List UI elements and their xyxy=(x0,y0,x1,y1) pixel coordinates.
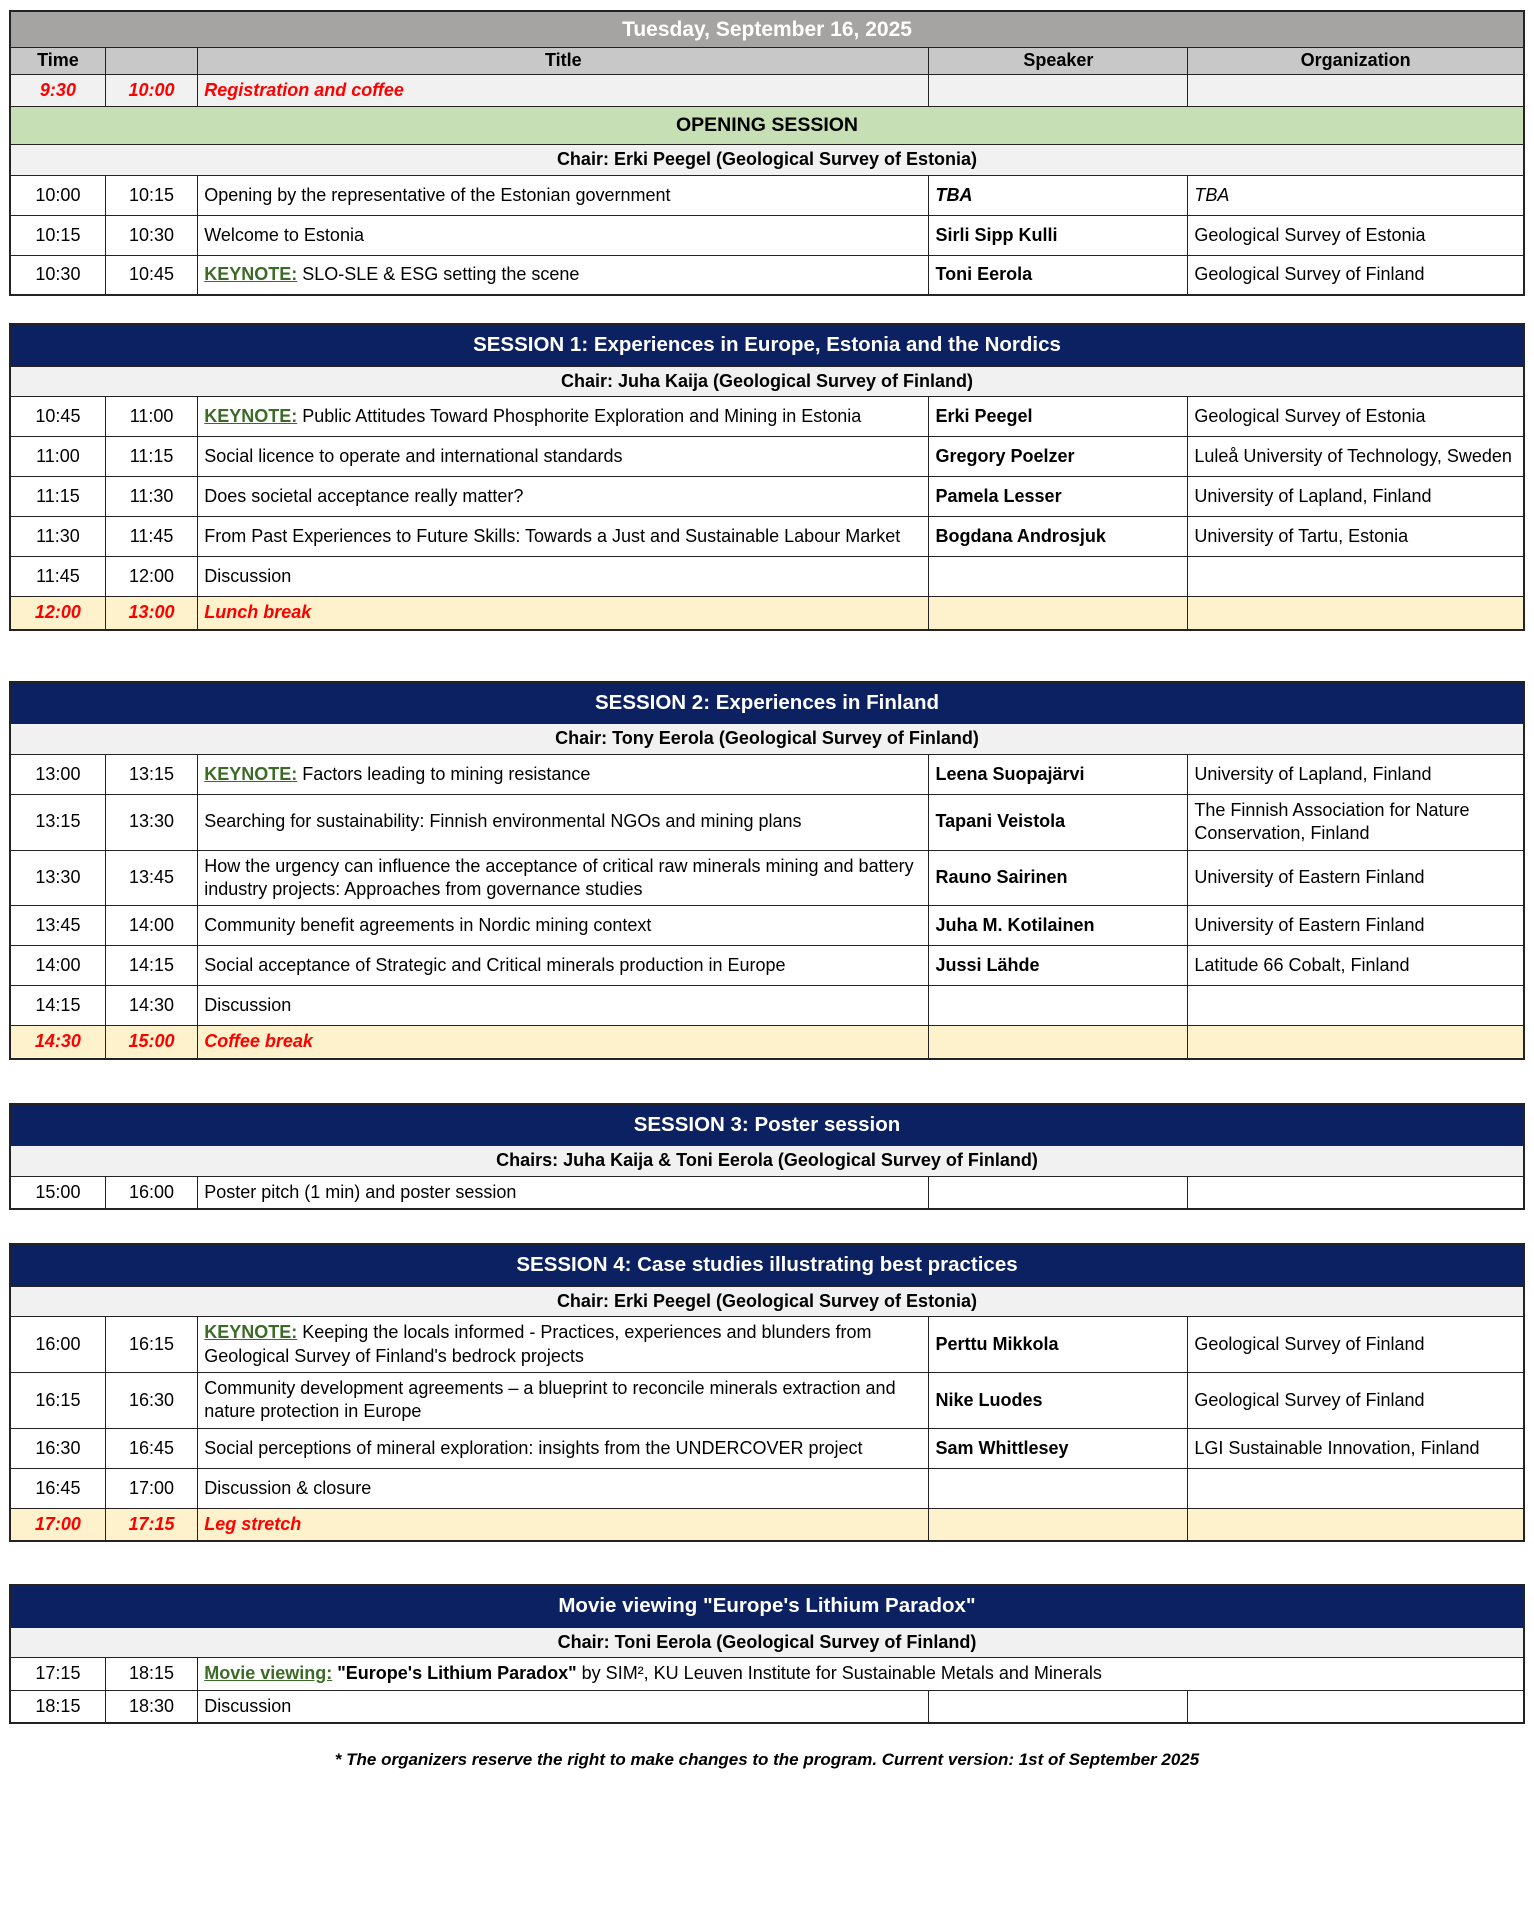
time-start-cell: 17:00 xyxy=(10,1508,105,1541)
time-start-cell: 17:15 xyxy=(10,1658,105,1690)
event-title-cell: Poster pitch (1 min) and poster session xyxy=(198,1176,929,1209)
keynote-label: KEYNOTE: xyxy=(204,264,298,285)
speaker-cell xyxy=(929,1026,1188,1059)
time-start-cell: 14:00 xyxy=(10,946,105,986)
column-header-organization: Organization xyxy=(1188,48,1524,74)
time-start-cell: 11:15 xyxy=(10,477,105,517)
organization-cell xyxy=(1188,74,1524,106)
program-row xyxy=(10,1317,1524,1373)
break-title-cell: Leg stretch xyxy=(198,1508,929,1541)
speaker-cell: Sirli Sipp Kulli xyxy=(929,215,1188,255)
time-end-cell: 15:00 xyxy=(105,1026,197,1059)
event-title-cell: Social acceptance of Strategic and Critical minerals production in Europe xyxy=(198,946,929,986)
keynote-label: KEYNOTE: xyxy=(204,1322,298,1343)
organization-cell xyxy=(1188,986,1524,1026)
organization-cell: TBA xyxy=(1188,175,1524,215)
speaker-cell: Leena Suopajärvi xyxy=(929,754,1188,794)
program-row xyxy=(10,255,1524,295)
event-title-cell: KEYNOTE: Public Attitudes Toward Phosphorite Exploration and Mining in Estonia xyxy=(198,397,929,437)
program-row xyxy=(10,437,1524,477)
speaker-cell: Jussi Lähde xyxy=(929,946,1188,986)
organization-cell xyxy=(1188,1690,1524,1723)
time-end-cell: 11:15 xyxy=(105,437,197,477)
program-row xyxy=(10,906,1524,946)
time-end-cell: 18:15 xyxy=(105,1658,197,1690)
event-title-cell: Discussion xyxy=(198,1690,929,1723)
organization-cell: University of Eastern Finland xyxy=(1188,850,1524,906)
time-start-cell: 12:00 xyxy=(10,597,105,630)
session-banner: SESSION 4: Case studies illustrating best practices xyxy=(10,1244,1524,1286)
organization-cell: Luleå University of Technology, Sweden xyxy=(1188,437,1524,477)
organization-cell: University of Lapland, Finland xyxy=(1188,754,1524,794)
chair-row xyxy=(10,1146,1524,1176)
speaker-cell xyxy=(929,1690,1188,1723)
program-row xyxy=(10,557,1524,597)
time-start-cell: 11:30 xyxy=(10,517,105,557)
banner-row xyxy=(10,1244,1524,1286)
organization-cell: Geological Survey of Estonia xyxy=(1188,397,1524,437)
program-row xyxy=(10,397,1524,437)
event-title-cell: Searching for sustainability: Finnish environmental NGOs and mining plans xyxy=(198,794,929,850)
time-start-cell: 16:30 xyxy=(10,1428,105,1468)
session-banner: SESSION 3: Poster session xyxy=(10,1104,1524,1146)
day-banner: Tuesday, September 16, 2025 xyxy=(10,11,1524,48)
speaker-cell: Sam Whittlesey xyxy=(929,1428,1188,1468)
event-title-cell: Movie viewing: "Europe's Lithium Paradox" by SIM², KU Leuven Institute for Sustainable Metals and Minerals xyxy=(198,1658,1524,1690)
organization-cell: Geological Survey of Estonia xyxy=(1188,215,1524,255)
column-header-spacer xyxy=(105,48,197,74)
program-row xyxy=(10,477,1524,517)
banner-row xyxy=(10,682,1524,724)
organization-cell: Latitude 66 Cobalt, Finland xyxy=(1188,946,1524,986)
session-banner: SESSION 2: Experiences in Finland xyxy=(10,682,1524,724)
program-row xyxy=(10,794,1524,850)
chair-cell: Chairs: Juha Kaija & Toni Eerola (Geological Survey of Finland) xyxy=(10,1146,1524,1176)
chair-row xyxy=(10,145,1524,175)
column-header-time: Time xyxy=(10,48,105,74)
chair-row xyxy=(10,1286,1524,1316)
footer-note: * The organizers reserve the right to make changes to the program. Current version: 1st of September 2025 xyxy=(334,1749,1200,1769)
event-title-cell: Discussion & closure xyxy=(198,1468,929,1508)
time-end-cell: 14:30 xyxy=(105,986,197,1026)
time-end-cell: 18:30 xyxy=(105,1690,197,1723)
time-end-cell: 13:30 xyxy=(105,794,197,850)
time-start-cell: 13:45 xyxy=(10,906,105,946)
time-end-cell: 10:00 xyxy=(105,74,197,106)
organization-cell: LGI Sustainable Innovation, Finland xyxy=(1188,1428,1524,1468)
speaker-cell xyxy=(929,74,1188,106)
time-end-cell: 16:45 xyxy=(105,1428,197,1468)
organization-cell xyxy=(1188,557,1524,597)
section-session-1 xyxy=(9,323,1525,630)
organization-cell: The Finnish Association for Nature Conservation, Finland xyxy=(1188,794,1524,850)
banner-row xyxy=(10,324,1524,366)
time-start-cell: 10:30 xyxy=(10,255,105,295)
program-row xyxy=(10,850,1524,906)
organization-cell xyxy=(1188,1468,1524,1508)
column-header-title: Title xyxy=(198,48,929,74)
keynote-label: KEYNOTE: xyxy=(204,763,298,784)
event-title-cell: Discussion xyxy=(198,986,929,1026)
event-title-cell: KEYNOTE: Factors leading to mining resistance xyxy=(198,754,929,794)
break-title-cell: Coffee break xyxy=(198,1026,929,1059)
banner-row xyxy=(10,1585,1524,1627)
break-row xyxy=(10,1508,1524,1541)
organization-cell xyxy=(1188,597,1524,630)
speaker-cell: Bogdana Androsjuk xyxy=(929,517,1188,557)
speaker-cell: Toni Eerola xyxy=(929,255,1188,295)
column-header-speaker: Speaker xyxy=(929,48,1188,74)
time-end-cell: 12:00 xyxy=(105,557,197,597)
time-start-cell: 10:00 xyxy=(10,175,105,215)
speaker-cell: Gregory Poelzer xyxy=(929,437,1188,477)
movie-viewing-label: Movie viewing: xyxy=(204,1663,333,1684)
banner-row xyxy=(10,1104,1524,1146)
program-row xyxy=(10,1428,1524,1468)
program-row xyxy=(10,1176,1524,1209)
time-end-cell: 16:30 xyxy=(105,1372,197,1428)
chair-cell: Chair: Erki Peegel (Geological Survey of Estonia) xyxy=(10,1286,1524,1316)
time-end-cell: 16:00 xyxy=(105,1176,197,1209)
speaker-cell: TBA xyxy=(929,175,1188,215)
speaker-cell xyxy=(929,1508,1188,1541)
organization-cell xyxy=(1188,1176,1524,1209)
chair-row xyxy=(10,366,1524,396)
time-start-cell: 10:15 xyxy=(10,215,105,255)
banner-row xyxy=(10,107,1524,145)
event-title-cell: KEYNOTE: SLO-SLE & ESG setting the scene xyxy=(198,255,929,295)
chair-row xyxy=(10,724,1524,754)
program-row xyxy=(10,754,1524,794)
time-start-cell: 16:15 xyxy=(10,1372,105,1428)
chair-cell: Chair: Erki Peegel (Geological Survey of Estonia) xyxy=(10,145,1524,175)
time-start-cell: 10:45 xyxy=(10,397,105,437)
event-title-cell: Community benefit agreements in Nordic mining context xyxy=(198,906,929,946)
column-header-row xyxy=(10,48,1524,74)
program-row xyxy=(10,517,1524,557)
program-row xyxy=(10,986,1524,1026)
speaker-cell xyxy=(929,1468,1188,1508)
chair-cell: Chair: Juha Kaija (Geological Survey of Finland) xyxy=(10,366,1524,396)
movie-title-bold: "Europe's Lithium Paradox" xyxy=(337,1663,577,1684)
time-end-cell: 14:15 xyxy=(105,946,197,986)
time-end-cell: 17:15 xyxy=(105,1508,197,1541)
time-end-cell: 11:45 xyxy=(105,517,197,557)
time-end-cell: 13:45 xyxy=(105,850,197,906)
break-title-cell: Registration and coffee xyxy=(198,74,929,106)
time-end-cell: 11:00 xyxy=(105,397,197,437)
break-title-cell: Lunch break xyxy=(198,597,929,630)
time-start-cell: 13:15 xyxy=(10,794,105,850)
break-row xyxy=(10,74,1524,106)
speaker-cell xyxy=(929,597,1188,630)
time-start-cell: 14:15 xyxy=(10,986,105,1026)
organization-cell: University of Lapland, Finland xyxy=(1188,477,1524,517)
event-title-cell: Social licence to operate and international standards xyxy=(198,437,929,477)
event-title-cell: Does societal acceptance really matter? xyxy=(198,477,929,517)
speaker-cell: Nike Luodes xyxy=(929,1372,1188,1428)
session-banner: SESSION 1: Experiences in Europe, Estonia and the Nordics xyxy=(10,324,1524,366)
program-row xyxy=(10,1372,1524,1428)
time-start-cell: 18:15 xyxy=(10,1690,105,1723)
program-row xyxy=(10,1658,1524,1690)
speaker-cell xyxy=(929,1176,1188,1209)
organization-cell: Geological Survey of Finland xyxy=(1188,1372,1524,1428)
speaker-cell: Perttu Mikkola xyxy=(929,1317,1188,1373)
speaker-cell: Pamela Lesser xyxy=(929,477,1188,517)
time-start-cell: 15:00 xyxy=(10,1176,105,1209)
keynote-label: KEYNOTE: xyxy=(204,406,298,427)
section-session-2 xyxy=(9,681,1525,1060)
chair-row xyxy=(10,1627,1524,1657)
organization-cell xyxy=(1188,1026,1524,1059)
time-end-cell: 17:00 xyxy=(105,1468,197,1508)
event-title-cell: Discussion xyxy=(198,557,929,597)
time-end-cell: 10:45 xyxy=(105,255,197,295)
speaker-cell: Juha M. Kotilainen xyxy=(929,906,1188,946)
section-movie xyxy=(9,1584,1525,1724)
break-row xyxy=(10,597,1524,630)
banner-row xyxy=(10,11,1524,48)
program-row xyxy=(10,175,1524,215)
program-row xyxy=(10,1468,1524,1508)
program-row xyxy=(10,1690,1524,1723)
organization-cell xyxy=(1188,1508,1524,1541)
opening-session-banner: OPENING SESSION xyxy=(10,107,1524,145)
speaker-cell: Tapani Veistola xyxy=(929,794,1188,850)
organization-cell: Geological Survey of Finland xyxy=(1188,1317,1524,1373)
organization-cell: Geological Survey of Finland xyxy=(1188,255,1524,295)
event-title-cell: From Past Experiences to Future Skills: Towards a Just and Sustainable Labour Market xyxy=(198,517,929,557)
time-end-cell: 10:30 xyxy=(105,215,197,255)
event-title-cell: Welcome to Estonia xyxy=(198,215,929,255)
time-start-cell: 11:45 xyxy=(10,557,105,597)
time-end-cell: 10:15 xyxy=(105,175,197,215)
event-title-cell: Social perceptions of mineral exploration: insights from the UNDERCOVER project xyxy=(198,1428,929,1468)
organization-cell: University of Eastern Finland xyxy=(1188,906,1524,946)
chair-cell: Chair: Toni Eerola (Geological Survey of Finland) xyxy=(10,1627,1524,1657)
session-banner: Movie viewing "Europe's Lithium Paradox" xyxy=(10,1585,1524,1627)
program-row xyxy=(10,215,1524,255)
organization-cell: University of Tartu, Estonia xyxy=(1188,517,1524,557)
event-title-cell: How the urgency can influence the acceptance of critical raw minerals mining and battery industry projects: Approaches from governance studies xyxy=(198,850,929,906)
time-end-cell: 13:15 xyxy=(105,754,197,794)
section-session-4 xyxy=(9,1243,1525,1542)
event-title-cell: Opening by the representative of the Estonian government xyxy=(198,175,929,215)
section-opening xyxy=(9,10,1525,296)
time-end-cell: 13:00 xyxy=(105,597,197,630)
time-end-cell: 14:00 xyxy=(105,906,197,946)
break-row xyxy=(10,1026,1524,1059)
time-start-cell: 11:00 xyxy=(10,437,105,477)
time-end-cell: 16:15 xyxy=(105,1317,197,1373)
speaker-cell: Erki Peegel xyxy=(929,397,1188,437)
time-start-cell: 13:00 xyxy=(10,754,105,794)
time-start-cell: 16:45 xyxy=(10,1468,105,1508)
program-row xyxy=(10,946,1524,986)
event-title-cell: KEYNOTE: Keeping the locals informed - Practices, experiences and blunders from Geological Survey of Finland's bedrock projects xyxy=(198,1317,929,1373)
speaker-cell: Rauno Sairinen xyxy=(929,850,1188,906)
time-end-cell: 11:30 xyxy=(105,477,197,517)
program-tables xyxy=(9,10,1525,1724)
time-start-cell: 13:30 xyxy=(10,850,105,906)
section-session-3 xyxy=(9,1103,1525,1210)
speaker-cell xyxy=(929,986,1188,1026)
chair-cell: Chair: Tony Eerola (Geological Survey of Finland) xyxy=(10,724,1524,754)
time-start-cell: 9:30 xyxy=(10,74,105,106)
time-start-cell: 14:30 xyxy=(10,1026,105,1059)
time-start-cell: 16:00 xyxy=(10,1317,105,1373)
speaker-cell xyxy=(929,557,1188,597)
event-title-cell: Community development agreements – a blueprint to reconcile minerals extraction and nature protection in Europe xyxy=(198,1372,929,1428)
